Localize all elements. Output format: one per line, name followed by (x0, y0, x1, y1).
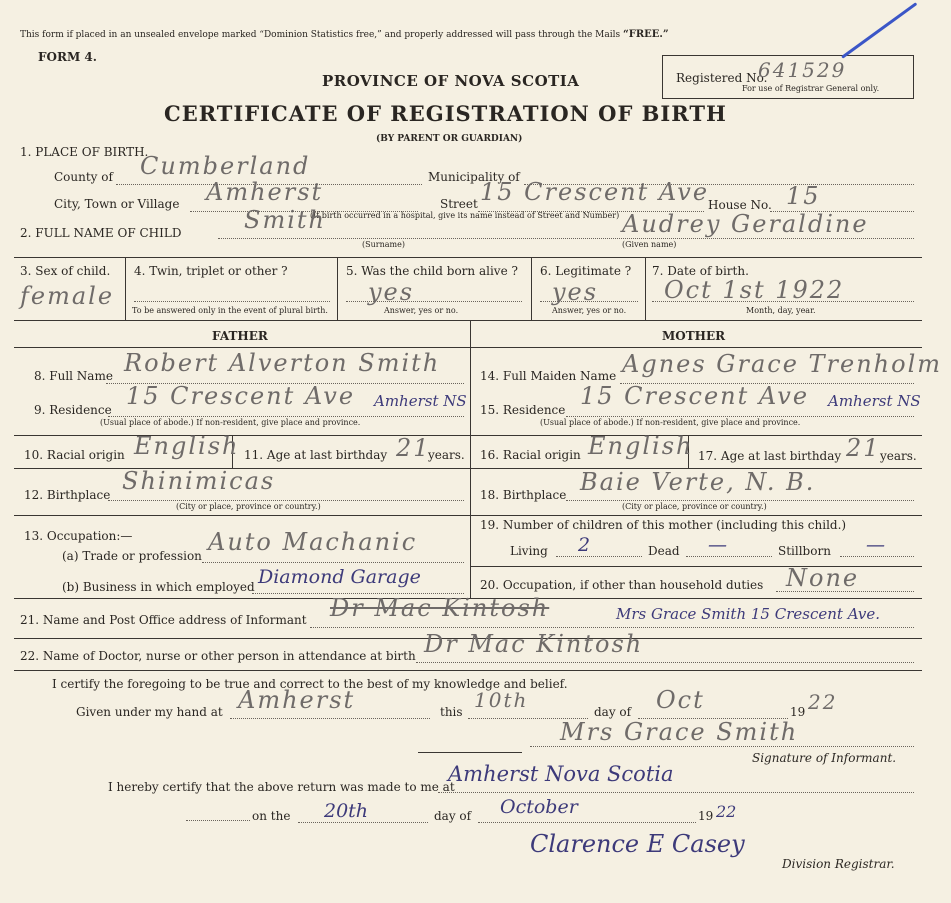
mother-occupation-label: 20. Occupation, if other than household duties (480, 578, 764, 592)
mother-residence-label: 15. Residence (480, 403, 566, 417)
mother-residence-line (566, 416, 914, 417)
this-label: this (440, 705, 463, 719)
father-racial-value: English (134, 432, 240, 460)
registrar-day-value: 20th (324, 800, 369, 822)
sex-value: female (20, 282, 115, 310)
rule-mother-c (470, 515, 922, 516)
informant-value: Mrs Grace Smith 15 Crescent Ave. (616, 605, 881, 623)
twin-note: To be answered only in the event of plural birth. (132, 306, 328, 315)
registrar-caption: Division Registrar. (782, 857, 895, 871)
living-label: Living (510, 544, 548, 558)
cert-year-value: 22 (808, 690, 838, 714)
city-label: City, Town or Village (54, 197, 180, 211)
doctor-line (416, 662, 914, 663)
mother-birthplace-value: Baie Verte, N. B. (580, 468, 816, 496)
father-birthplace-line (108, 500, 464, 501)
street-label: Street (440, 197, 478, 211)
registrar-month-line (478, 822, 696, 823)
registered-number: 641529 (758, 58, 847, 82)
rule-father-c (14, 515, 470, 516)
mother-birthplace-note: (City or place, province or country.) (622, 502, 767, 511)
registrar-statement: I hereby certify that the above return was made to me at (108, 780, 455, 794)
given-label: Given under my hand at (76, 705, 223, 719)
county-value: Cumberland (140, 152, 311, 180)
father-name-label: 8. Full Name (34, 369, 113, 383)
mother-age-value: 21 (846, 434, 881, 462)
rule-parents-heading (14, 347, 922, 348)
province-heading: PROVINCE OF NOVA SCOTIA (322, 72, 580, 90)
rule-doctor-bottom (14, 670, 922, 671)
registrar-pre-line (186, 820, 250, 821)
informant-label: 21. Name and Post Office address of Informant (20, 613, 307, 627)
mother-birthplace-label: 18. Birthplace (480, 488, 567, 502)
surname-value: Smith (244, 206, 326, 234)
registrar-year-value: 22 (716, 802, 737, 821)
father-residence-extra: Amherst NS (374, 392, 467, 410)
certification-statement: I certify the foregoing to be true and correct to the best of my knowledge and belief. (52, 677, 568, 691)
father-age-label: 11. Age at last birthday (244, 448, 388, 462)
municipality-label: Municipality of (428, 170, 520, 184)
child-name-line (218, 238, 914, 239)
legitimate-label: 6. Legitimate ? (540, 264, 632, 278)
father-birthplace-note: (City or place, province or country.) (176, 502, 321, 511)
given-name-value: Audrey Geraldine (622, 210, 869, 238)
mother-age-unit: years. (880, 449, 917, 463)
date-of-birth-value: Oct 1st 1922 (664, 276, 845, 304)
child-name-label: 2. FULL NAME OF CHILD (20, 226, 182, 240)
mother-birthplace-line (566, 500, 914, 501)
registered-label: Registered No. (676, 71, 768, 85)
rule-v2 (337, 257, 338, 320)
mother-heading: MOTHER (662, 329, 726, 343)
mail-notice (20, 29, 669, 40)
rule-v3 (531, 257, 532, 320)
county-label: County of (54, 170, 113, 184)
registrar-place-value: Amherst Nova Scotia (448, 762, 674, 786)
date-of-birth-label: 7. Date of birth. (652, 264, 749, 278)
mother-name-value: Agnes Grace Trenholm (622, 350, 943, 378)
mother-occupation-value: None (786, 564, 860, 592)
father-trade-line (202, 562, 464, 563)
alive-value: yes (368, 278, 415, 306)
hospital-note: (If birth occurred in a hospital, give its name instead of Street and Number) (310, 211, 620, 220)
father-birthplace-label: 12. Birthplace (24, 488, 111, 502)
sex-label: 3. Sex of child. (20, 264, 111, 278)
father-occupation-label: 13. Occupation:— (24, 529, 133, 543)
informant-signature: Mrs Grace Smith (560, 718, 799, 746)
mother-residence-extra: Amherst NS (828, 392, 921, 410)
twin-line (134, 301, 330, 302)
registrar-day-of-label: day of (434, 809, 472, 823)
father-residence-value: 15 Crescent Ave (126, 382, 356, 410)
registrar-month-value: October (500, 796, 578, 818)
mail-notice-free: “FREE.” (623, 29, 669, 40)
father-business-label: (b) Business in which employed (62, 580, 255, 594)
rule-short-divider (418, 752, 522, 753)
legitimate-note: Answer, yes or no. (552, 306, 627, 315)
informant-signature-caption: Signature of Informant. (752, 751, 897, 765)
stillborn-line (840, 556, 914, 557)
living-value: 2 (578, 534, 591, 556)
date-of-birth-note: Month, day, year. (746, 306, 816, 315)
father-age-unit: years. (428, 448, 465, 462)
children-label: 19. Number of children of this mother (including this child.) (480, 518, 847, 532)
rule-v1 (125, 257, 126, 320)
informant-line (310, 627, 914, 628)
rule-details-top (14, 257, 922, 258)
street-value: 15 Crescent Ave (480, 178, 710, 206)
father-trade-value: Auto Machanic (208, 528, 418, 556)
father-heading: FATHER (212, 329, 268, 343)
father-age-value: 21 (396, 434, 431, 462)
dead-label: Dead (648, 544, 680, 558)
cert-month-value: Oct (656, 686, 705, 714)
doctor-label: 22. Name of Doctor, nurse or other person in attendance at birth (20, 649, 416, 663)
form-number: FORM 4. (38, 50, 97, 64)
doctor-value: Dr Mac Kintosh (424, 630, 644, 658)
registrar-signature: Clarence E Casey (530, 830, 745, 858)
father-business-value: Diamond Garage (258, 566, 421, 588)
mother-residence-note: (Usual place of abode.) If non-resident, give place and province. (540, 418, 801, 427)
legitimate-value: yes (552, 278, 599, 306)
check-mark-icon (841, 2, 917, 59)
father-trade-label: (a) Trade or profession (62, 549, 202, 563)
registrar-year-prefix: 19 (698, 809, 714, 823)
surname-caption: (Surname) (362, 240, 405, 249)
dead-value: — (708, 534, 727, 556)
registrar-use-note: For use of Registrar General only. (742, 84, 880, 93)
father-residence-line (108, 416, 464, 417)
city-value: Amherst (206, 178, 324, 206)
house-value: 15 (786, 182, 821, 210)
given-name-caption: (Given name) (622, 240, 677, 249)
certificate-title: CERTIFICATE OF REGISTRATION OF BIRTH (164, 101, 727, 126)
certificate-subtitle: (BY PARENT OR GUARDIAN) (376, 134, 523, 144)
cert-day-of-label: day of (594, 705, 632, 719)
father-residence-label: 9. Residence (34, 403, 112, 417)
rule-details-bottom (14, 320, 922, 321)
registrar-on-the-label: on the (252, 809, 291, 823)
mail-notice-text: This form if placed in an unsealed envelope marked “Dominion Statistics free,” and properly addressed will pass through the Mails (20, 30, 621, 40)
alive-note: Answer, yes or no. (384, 306, 459, 315)
rule-parents-divider (470, 320, 471, 598)
mother-residence-value: 15 Crescent Ave (580, 382, 810, 410)
father-racial-label: 10. Racial origin (24, 448, 125, 462)
living-line (556, 556, 642, 557)
registrar-place-line (438, 792, 914, 793)
stillborn-value: — (866, 534, 885, 556)
given-place-value: Amherst (238, 686, 356, 714)
house-label: House No. (708, 198, 772, 212)
informant-signature-line (530, 746, 914, 747)
cert-day-value: 10th (474, 688, 529, 712)
place-of-birth-label: 1. PLACE OF BIRTH. (20, 145, 149, 159)
father-birthplace-value: Shinimicas (122, 467, 276, 495)
stillborn-label: Stillborn (778, 544, 831, 558)
given-place-line (230, 718, 430, 719)
twin-label: 4. Twin, triplet or other ? (134, 264, 288, 278)
mother-racial-label: 16. Racial origin (480, 448, 581, 462)
registrar-day-line (298, 822, 428, 823)
dead-line (686, 556, 772, 557)
mother-name-label: 14. Full Maiden Name (480, 369, 617, 383)
informant-struck-value: Dr Mac Kintosh (330, 594, 550, 622)
cert-year-prefix: 19 (790, 705, 806, 719)
rule-v4 (645, 257, 646, 320)
mother-racial-value: English (588, 432, 694, 460)
alive-label: 5. Was the child born alive ? (346, 264, 518, 278)
father-residence-note: (Usual place of abode.) If non-resident, give place and province. (100, 418, 361, 427)
mother-age-label: 17. Age at last birthday (698, 449, 842, 463)
father-name-value: Robert Alverton Smith (124, 349, 441, 377)
